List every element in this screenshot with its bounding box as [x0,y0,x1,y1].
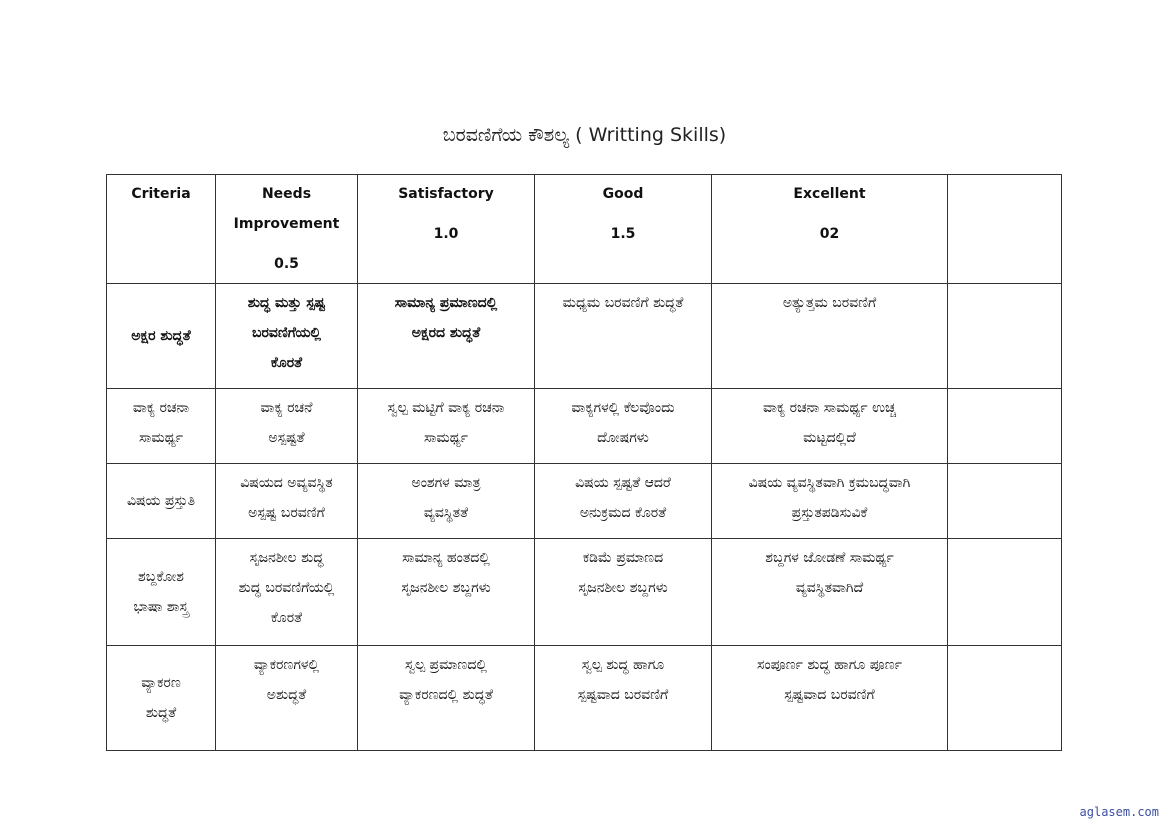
empty-cell [948,464,1062,539]
empty-cell [948,389,1062,464]
table-row [107,284,1062,389]
score-label: 1.0 [433,226,459,242]
rubric-cell: ಶಬ್ದಗಳ ಜೋಡಣೆ ಸಾಮರ್ಥ್ಯ ವ್ಯವಸ್ಥಿತವಾಗಿದೆ [712,539,948,646]
table-row [107,539,1062,646]
table-row [107,464,1062,539]
rubric-cell: ಮಧ್ಯಮ ಬರವಣಿಗೆ ಶುದ್ಧತೆ [535,284,712,389]
rubric-table [106,174,1062,751]
rubric-cell: ಅತ್ಯುತ್ತಮ ಬರವಣಿಗೆ [712,284,948,389]
rubric-cell: ಅಂಶಗಳ ಮಾತ್ರ ವ್ಯವಸ್ಥಿತತೆ [358,464,535,539]
criteria-header: Criteria [107,175,216,284]
rubric-cell: ಸ್ವಲ್ಪ ಮಟ್ಟಿಗೆ ವಾಕ್ಯ ರಚನಾ ಸಾಮರ್ಥ್ಯ [358,389,535,464]
rubric-cell: ಶುದ್ಧ ಮತ್ತು ಸ್ಪಷ್ಟ ಬರವಣಿಗೆಯಲ್ಲಿ ಕೊರತೆ [216,284,358,389]
rubric-cell: ವಿಷಯ ವ್ಯವಸ್ಥಿತವಾಗಿ ಕ್ರಮಬದ್ಧವಾಗಿ ಪ್ರಸ್ತುತಪಡಿಸುವಿಕೆ [712,464,948,539]
rubric-cell: ವಿಷಯದ ಅವ್ಯವಸ್ಥಿತ ಅಸ್ಪಷ್ಟ ಬರವಣಿಗೆ [216,464,358,539]
level-header-excellent: Excellent 02 [712,175,948,284]
watermark-link[interactable]: aglasem.com [1079,805,1159,819]
level-header-good: Good 1.5 [535,175,712,284]
criteria-cell: ಶಬ್ದಕೋಶ ಭಾಷಾ ಶಾಸ್ತ್ರ [107,539,216,646]
header-row [107,175,1062,284]
level-header-satisfactory: Satisfactory 1.0 [358,175,535,284]
rubric-cell: ವ್ಯಾಕರಣಗಳಲ್ಲಿ ಅಶುದ್ಧತೆ [216,646,358,751]
table-row [107,646,1062,751]
rubric-cell: ಕಡಿಮೆ ಪ್ರಮಾಣದ ಸೃಜನಶೀಲ ಶಬ್ದಗಳು [535,539,712,646]
level-header-needs-improvement: Needs Improvement 0.5 [216,175,358,284]
score-label: 1.5 [610,226,636,242]
empty-cell [948,284,1062,389]
rubric-cell: ವಿಷಯ ಸ್ಪಷ್ಟತೆ ಆದರೆ ಅನುಕ್ರಮದ ಕೊರತೆ [535,464,712,539]
rubric-cell: ಸಾಮಾನ್ಯ ಹಂತದಲ್ಲಿ ಸೃಜನಶೀಲ ಶಬ್ದಗಳು [358,539,535,646]
criteria-cell: ವಾಕ್ಯ ರಚನಾ ಸಾಮರ್ಥ್ಯ [107,389,216,464]
rubric-cell: ವಾಕ್ಯ ರಚನೆ ಅಸ್ಪಷ್ಟತೆ [216,389,358,464]
rubric-cell: ಸ್ವಲ್ಪ ಪ್ರಮಾಣದಲ್ಲಿ ವ್ಯಾಕರಣದಲ್ಲಿ ಶುದ್ಧತೆ [358,646,535,751]
rubric-cell: ವಾಕ್ಯಗಳಲ್ಲಿ ಕೆಲವೊಂದು ದೋಷಗಳು [535,389,712,464]
page-title: ಬರವಣಿಗೆಯ ಕೌಶಲ್ಯ ( Writting Skills) [442,124,727,146]
empty-cell [948,539,1062,646]
empty-cell [948,646,1062,751]
rubric-cell: ಸಂಪೂರ್ಣ ಶುದ್ಧ ಹಾಗೂ ಪೂರ್ಣ ಸ್ಪಷ್ಟವಾದ ಬರವಣಿಗೆ [712,646,948,751]
table-row [107,389,1062,464]
criteria-cell: ಅಕ್ಷರ ಶುದ್ಧತೆ [107,284,216,389]
rubric-cell: ಸಾಮಾನ್ಯ ಪ್ರಮಾಣದಲ್ಲಿ ಅಕ್ಷರದ ಶುದ್ಧತೆ [358,284,535,389]
rubric-cell: ಸೃಜನಶೀಲ ಶುದ್ಧ ಶುದ್ಧ ಬರವಣಿಗೆಯಲ್ಲಿ ಕೊರತೆ [216,539,358,646]
extra-header [948,175,1062,284]
criteria-cell: ವಿಷಯ ಪ್ರಸ್ತುತಿ [107,464,216,539]
rubric-cell: ಸ್ವಲ್ಪ ಶುದ್ಧ ಹಾಗೂ ಸ್ಪಷ್ಟವಾದ ಬರವಣಿಗೆ [535,646,712,751]
score-label: 02 [819,226,840,242]
score-label: 0.5 [274,256,299,272]
rubric-cell: ವಾಕ್ಯ ರಚನಾ ಸಾಮರ್ಥ್ಯ ಉಚ್ಚ ಮಟ್ಟದಲ್ಲಿದೆ [712,389,948,464]
criteria-cell: ವ್ಯಾಕರಣ ಶುದ್ಧತೆ [107,646,216,751]
